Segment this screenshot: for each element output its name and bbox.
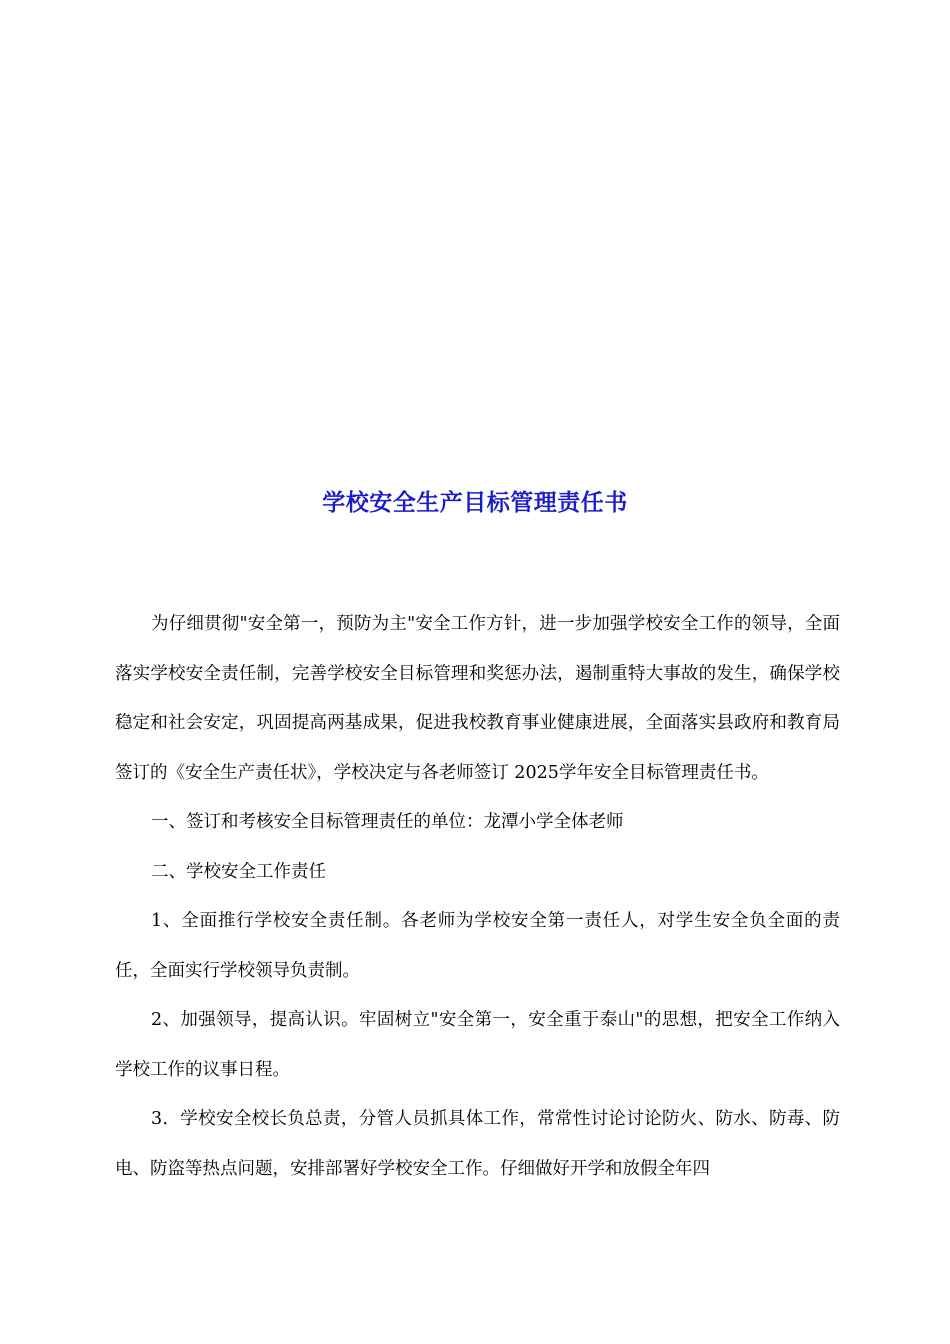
paragraph-section-1: 一、签订和考核安全目标管理责任的单位：龙潭小学全体老师 [151, 812, 624, 832]
paragraph-item-1: 1、全面推行学校安全责任制。各老师为学校安全第一责任人，对学生安全负全面的责任，全面实行学校领导负责制。 [115, 911, 840, 981]
paragraph-item-2: 2、加强领导，提高认识。牢固树立"安全第一，安全重于泰山"的思想，把安全工作纳入学校工作的议事日程。 [115, 1010, 840, 1080]
paragraph-section-2: 二、学校安全工作责任 [151, 861, 326, 882]
document-title: 学校安全生产目标管理责任书 [322, 489, 628, 516]
document-body [115, 600, 840, 1194]
paragraph-intro: 为仔细贯彻"安全第一，预防为主"安全工作方针，进一步加强学校安全工作的领导，全面落实学校安全责任制，完善学校安全目标管理和奖惩办法，遏制重特大事故的发生，确保学校稳定和社会安定，巩固提高两基成果，促进我校教育事业健康进展，全面落实县政府和教育局签订的《安全生产责任状》，学校决定与各老师签订 2025学年安全目标管理责任书。 [115, 614, 840, 783]
paragraph-item-3: 3．学校安全校长负总责，分管人员抓具体工作，常常性讨论讨论防火、防水、防毒、防电、防盗等热点问题，安排部署好学校安全工作。仔细做好开学和放假全年四 [115, 1109, 840, 1179]
